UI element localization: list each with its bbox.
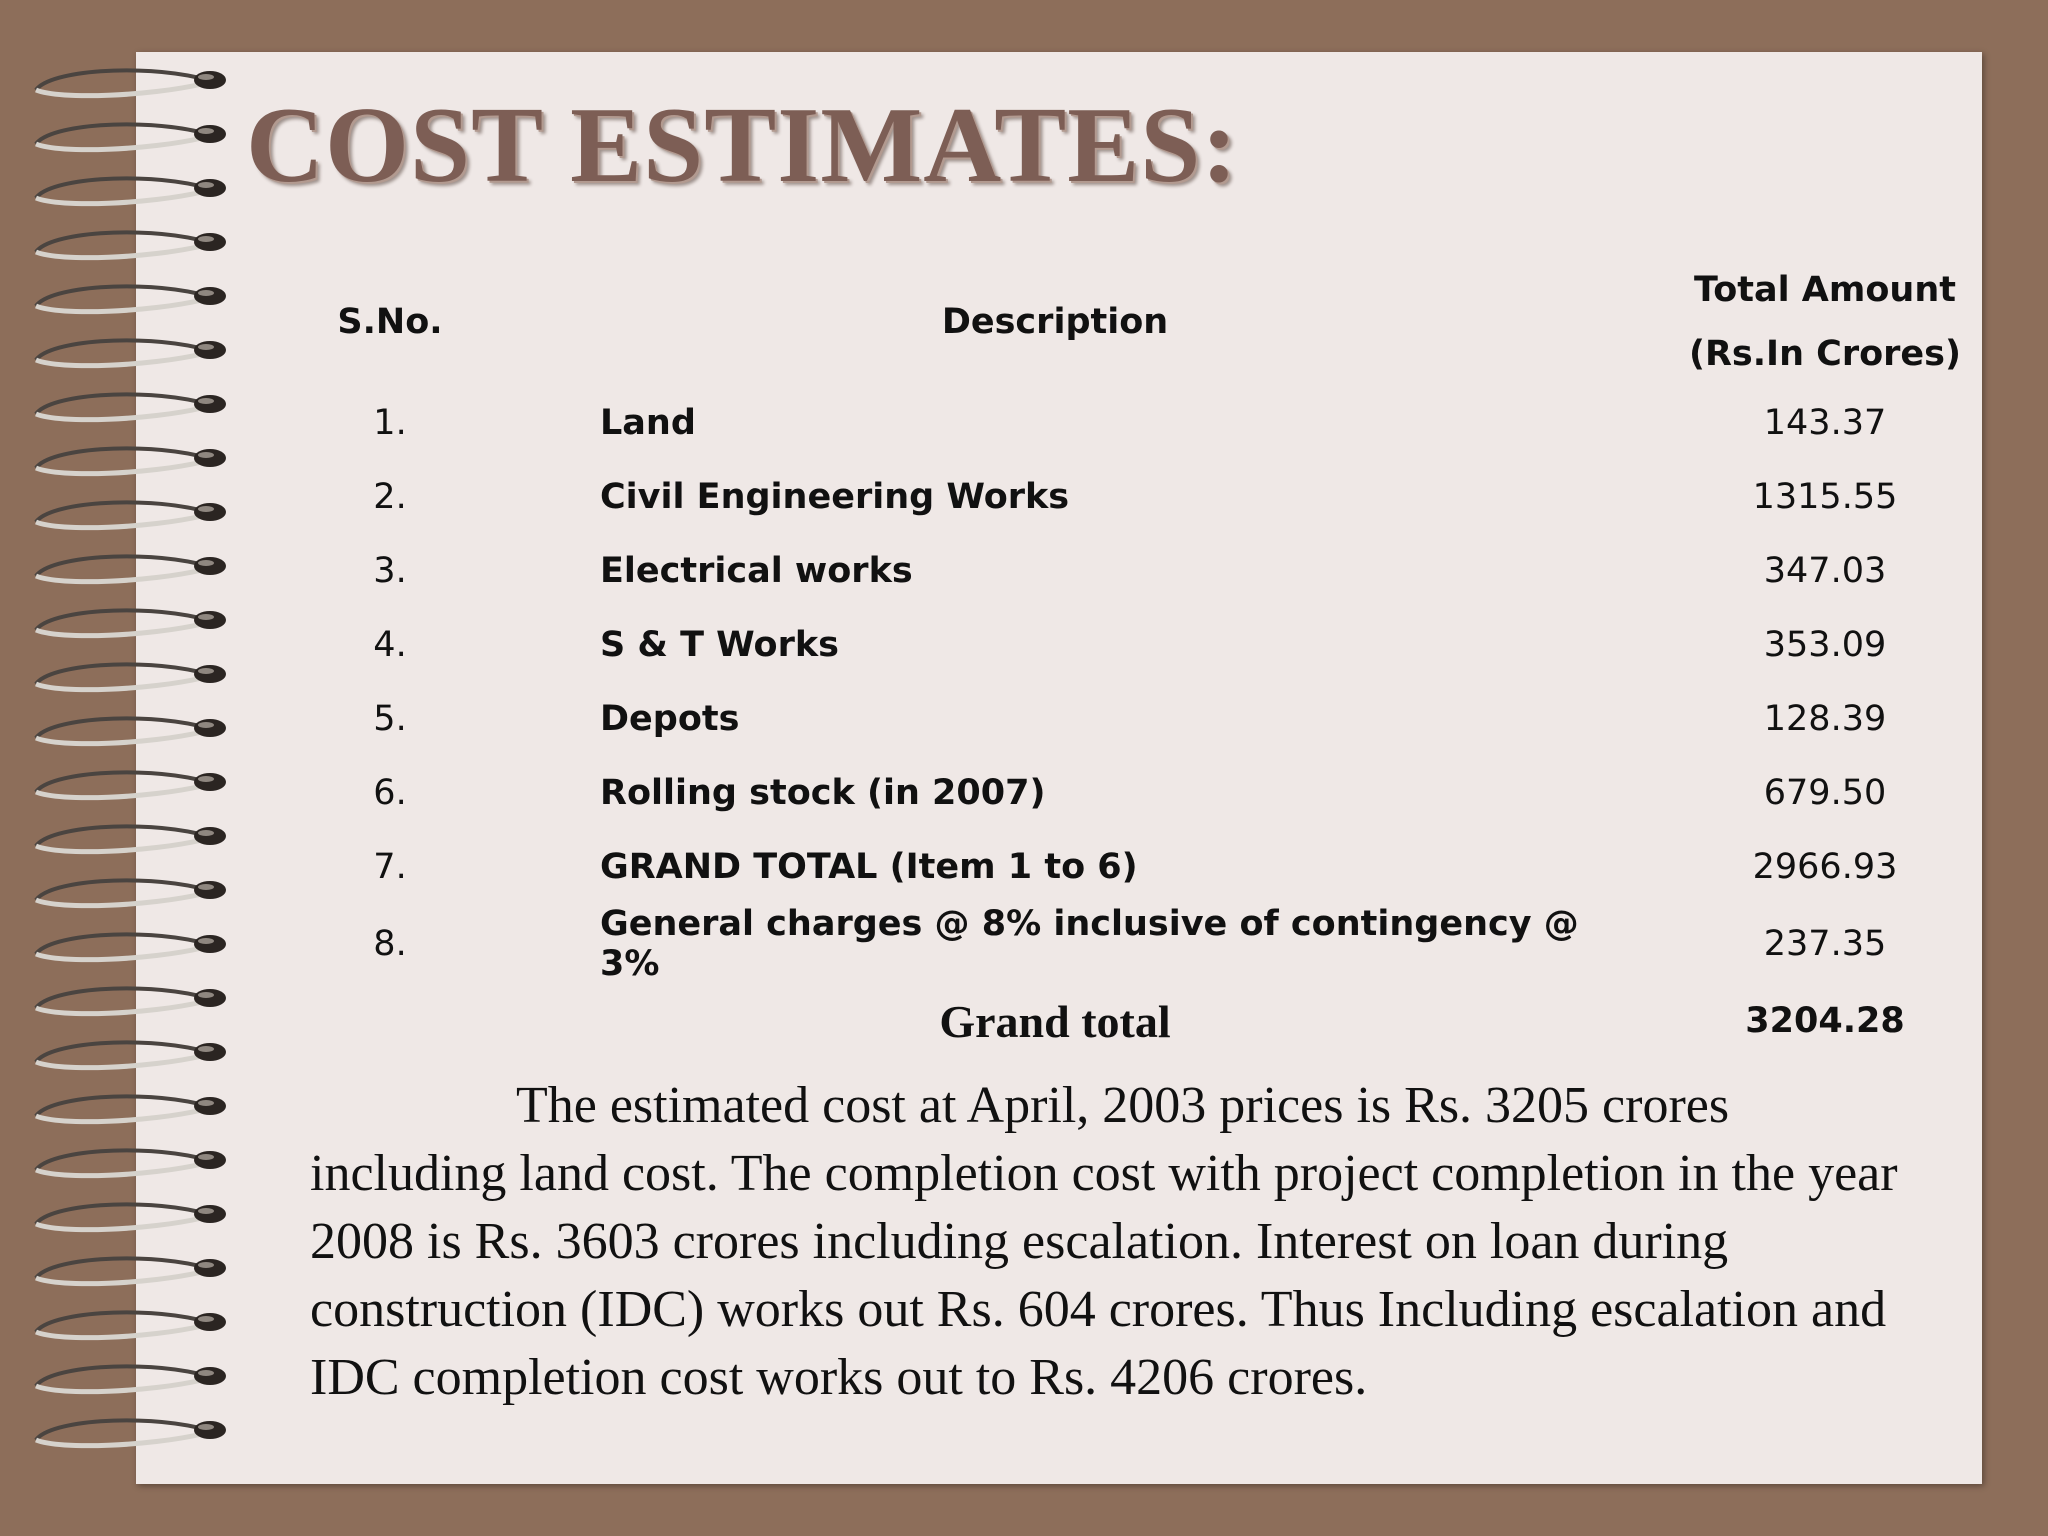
table-row [300,830,2020,904]
spiral-ring [36,880,226,905]
spiral-ring [36,178,226,203]
spiral-ring [36,664,226,689]
grand-total-row [300,984,2020,1058]
spiral-ring [36,448,226,473]
spiral-ring [36,556,226,581]
row-description: General charges @ 8% inclusive of contingency @ 3% [600,904,1579,984]
cost-estimates-table [300,258,2020,1058]
grand-total-spacer [300,984,480,1058]
row-amount: 679.50 [1763,773,1887,813]
spiral-ring [36,1366,226,1391]
row-sno: 6. [373,773,407,813]
spiral-ring [36,934,226,959]
header-total-amount [1630,258,2020,386]
header-sno: S.No. [337,302,443,342]
spiral-ring [36,232,226,257]
spiral-binding [20,60,240,1480]
table-row [300,904,2020,984]
grand-total-label: Grand total [939,995,1171,1047]
spiral-ring [36,1258,226,1283]
spiral-ring [36,286,226,311]
spiral-ring [36,124,226,149]
table-row [300,534,2020,608]
row-description: Electrical works [600,551,913,591]
spiral-ring [36,718,226,743]
row-amount: 2966.93 [1752,847,1898,887]
table-row [300,460,2020,534]
spiral-ring [36,1420,226,1445]
table-row [300,756,2020,830]
row-sno: 7. [373,847,407,887]
spiral-ring [36,70,226,95]
header-amount-line1: Total Amount [1694,270,1956,310]
row-sno: 4. [373,625,407,665]
spiral-ring [36,1150,226,1175]
row-amount: 353.09 [1763,625,1887,665]
spiral-ring [36,988,226,1013]
row-amount: 347.03 [1763,551,1887,591]
row-description: GRAND TOTAL (Item 1 to 6) [600,847,1138,887]
row-description: Rolling stock (in 2007) [600,773,1046,813]
spiral-ring [36,826,226,851]
header-amount-line2: (Rs.In Crores) [1688,334,1962,374]
spiral-ring [36,340,226,365]
spiral-ring [36,394,226,419]
row-description: Depots [600,699,740,739]
table-row [300,682,2020,756]
table-row [300,608,2020,682]
row-description: Civil Engineering Works [600,477,1070,517]
row-amount: 237.35 [1763,924,1887,964]
spiral-ring [36,610,226,635]
grand-total-amount: 3204.28 [1745,1001,1905,1041]
header-description: Description [941,302,1169,342]
spiral-ring [36,1096,226,1121]
row-description: S & T Works [600,625,839,665]
table-header-row [300,258,2020,386]
row-sno: 5. [373,699,407,739]
row-sno: 1. [373,403,407,443]
row-amount: 143.37 [1763,403,1887,443]
summary-paragraph: The estimated cost at April, 2003 prices is Rs. 3205 crores including land cost. The completion cost with project completion in the year 2008 is Rs. 3603 crores including escalation. Interest on loan during construction (IDC) works out Rs. 604 crores. Thus Including escalation and IDC completion cost works out to Rs. 4206 crores. [310,1077,1898,1406]
row-description: Land [600,403,696,443]
row-sno: 2. [373,477,407,517]
row-sno: 8. [373,924,407,964]
table-row [300,386,2020,460]
spiral-ring [36,772,226,797]
page-title: COST ESTIMATES: [246,86,1239,205]
row-amount: 128.39 [1763,699,1887,739]
row-amount: 1315.55 [1752,477,1898,517]
row-sno: 3. [373,551,407,591]
spiral-ring [36,1312,226,1337]
spiral-ring [36,1042,226,1067]
spiral-ring [36,502,226,527]
spiral-ring [36,1204,226,1229]
